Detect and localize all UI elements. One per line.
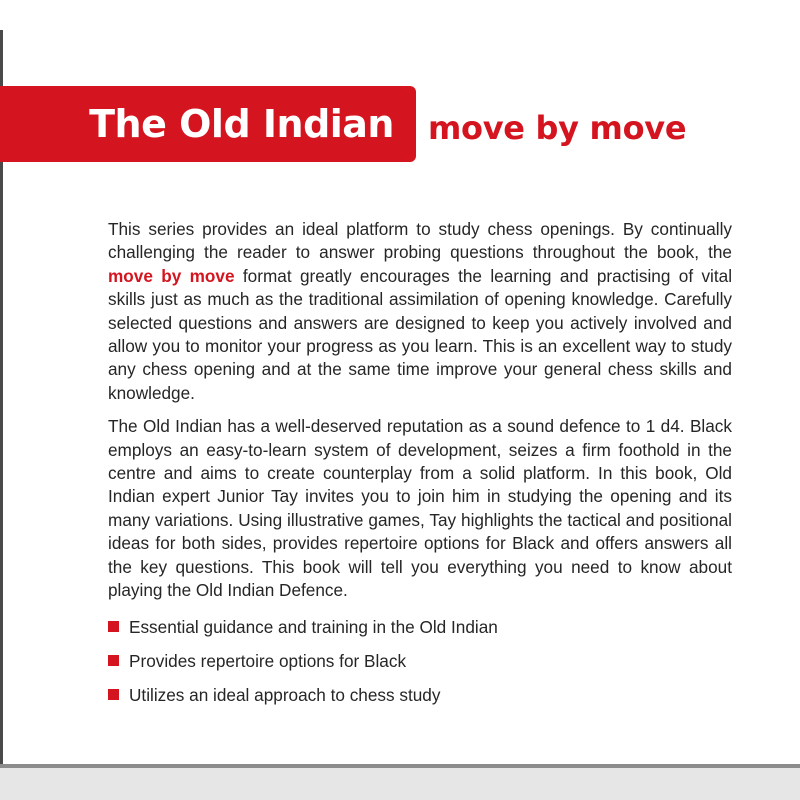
book-title: The Old Indian xyxy=(89,102,394,146)
series-name-emphasis: move by move xyxy=(108,265,235,286)
feature-text: Essential guidance and training in the Old Indian xyxy=(129,616,498,637)
square-bullet-icon xyxy=(108,621,119,632)
intro-text-end: format greatly encourages the learning and practising of vital skills just as much as the traditional assimilation of opening knowledge. Carefully selected questions and answers are designed to keep you actively involved and allow you to monitor your progress as you learn. This is an excellent way to study any chess opening and at the same time improve your general chess skills and knowledge. xyxy=(108,265,733,403)
title-banner xyxy=(0,86,416,162)
square-bullet-icon xyxy=(108,689,119,700)
feature-list xyxy=(108,615,732,707)
intro-text-start: This series provides an ideal platform to study chess openings. By continually challenging the reader to answer probing questions throughout the book, the xyxy=(108,219,732,263)
feature-item xyxy=(108,683,732,707)
feature-text: Utilizes an ideal approach to chess study xyxy=(129,684,441,705)
square-bullet-icon xyxy=(108,655,119,666)
feature-item xyxy=(108,615,732,639)
intro-paragraph xyxy=(108,218,732,405)
description-paragraph: The Old Indian has a well-deserved reputation as a sound defence to 1 d4. Black employs an easy-to-learn system of development, seizes a firm foothold in the centre and aims to create counterplay from a solid platform. In this book, Old Indian expert Junior Tay invites you to join him in studying the opening and its many variations. Using illustrative games, Tay highlights the tactical and positional ideas for both sides, provides repertoire options for Black and offers answers all the key questions. This book will tell you everything you need to know about playing the Old Indian Defence. xyxy=(108,416,732,601)
series-subtitle: move by move xyxy=(428,109,687,147)
feature-text: Provides repertoire options for Black xyxy=(129,650,407,671)
page-bottom-edge xyxy=(0,764,800,800)
feature-item xyxy=(108,649,732,673)
blurb-content xyxy=(108,218,732,717)
